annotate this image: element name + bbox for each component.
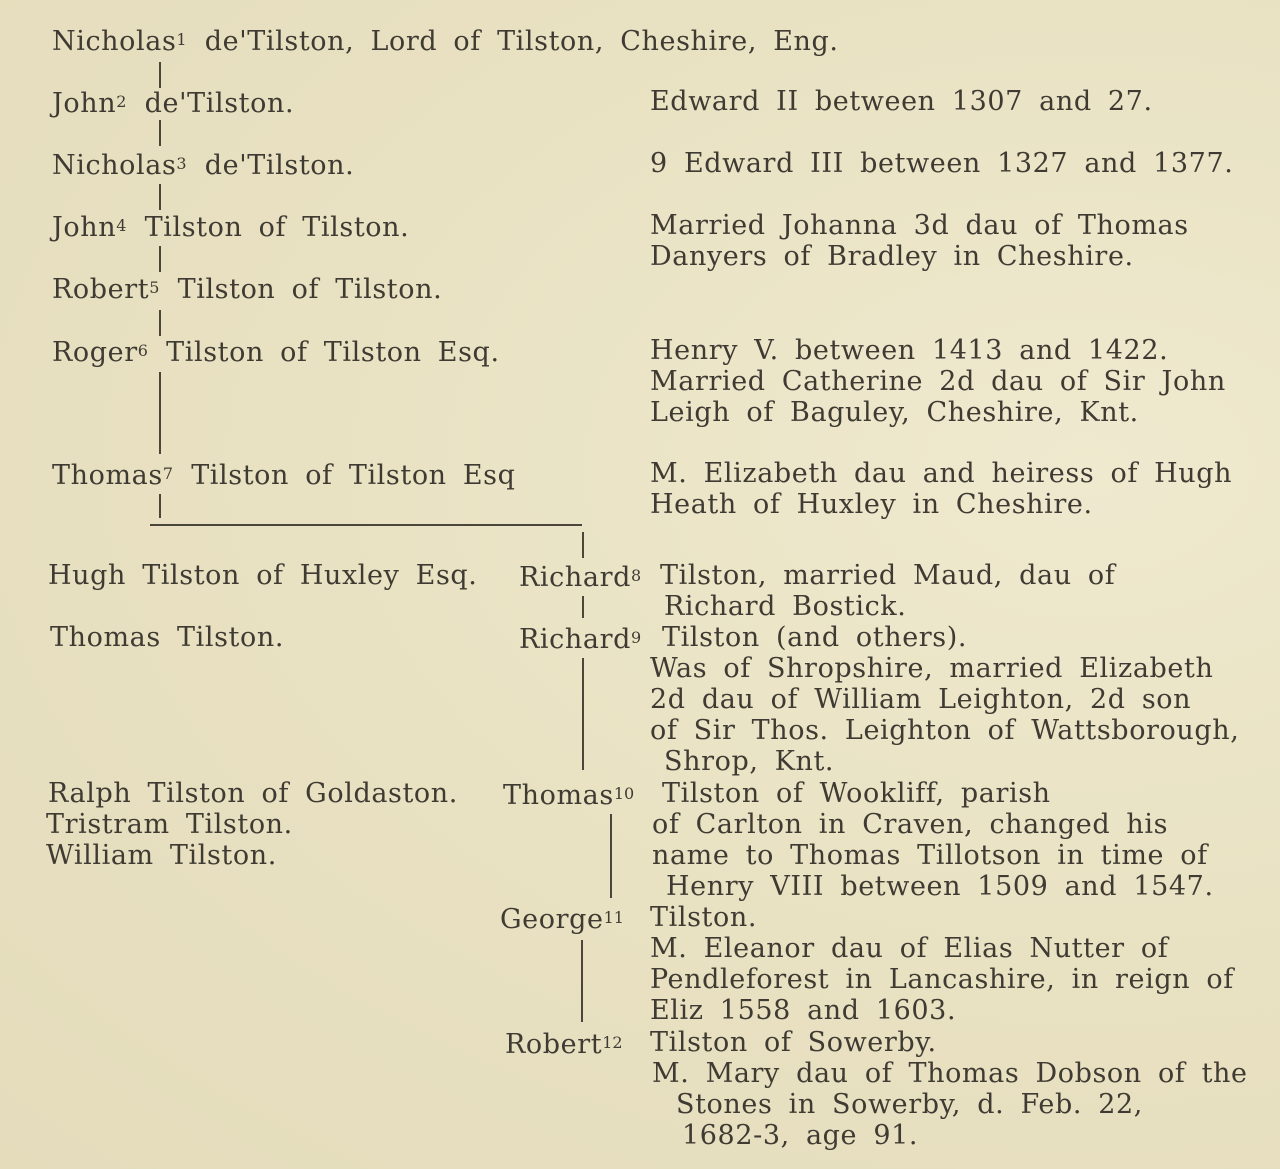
note-gen-6c: Leigh of Baguley, Cheshire, Knt. [650, 397, 1139, 428]
generation-number: 6 [137, 341, 148, 360]
gen-10-text-d: Henry VIII between 1509 and 1547. [666, 871, 1214, 902]
gen-8-text-a: Tilston, married Maud, dau of [660, 560, 1116, 591]
gen-8-text-b: Richard Bostick. [664, 591, 907, 622]
gen-9-text-b: Was of Shropshire, married Elizabeth [650, 653, 1214, 684]
descent-line [582, 596, 584, 618]
descent-line [159, 120, 161, 146]
person-name: John [52, 212, 117, 243]
gen-11-text-b: M. Eleanor dau of Elias Nutter of [650, 933, 1169, 964]
person-name: Robert [52, 274, 150, 305]
sibling-william: William Tilston. [46, 840, 277, 871]
generation-number: 4 [116, 216, 127, 235]
generation-number: 10 [613, 784, 635, 803]
person-name: Thomas [52, 460, 163, 491]
generation-number: 7 [162, 464, 173, 483]
generation-number: 3 [176, 154, 187, 173]
gen-5-entry [52, 272, 442, 305]
person-name: John [52, 88, 117, 119]
sibling-ralph: Ralph Tilston of Goldaston. [48, 778, 458, 809]
gen-11-text-c: Pendleforest in Lancashire, in reign of [650, 964, 1234, 995]
descent-line [159, 494, 161, 518]
descent-line [159, 246, 161, 272]
gen-12-text-b: M. Mary dau of Thomas Dobson of the [652, 1058, 1248, 1089]
gen-9-text-d: of Sir Thos. Leighton of Wattsborough, [650, 715, 1240, 746]
gen-10-head [503, 778, 636, 811]
person-description: de'Tilston, Lord of Tilston, Cheshire, Eng. [204, 26, 839, 57]
gen-11-text-a: Tilston. [650, 902, 758, 933]
gen-11-text-d: Eliz 1558 and 1603. [650, 995, 957, 1026]
gen-9-text-a: Tilston (and others). [662, 622, 968, 653]
note-gen-6a: Henry V. between 1413 and 1422. [650, 335, 1169, 366]
person-name: Thomas [503, 780, 614, 811]
descent-line [610, 814, 612, 898]
person-name: George [500, 904, 604, 935]
gen-4-entry [52, 210, 409, 243]
gen-11-head [500, 902, 626, 935]
person-name: Richard [519, 624, 631, 655]
gen-10-text-c: name to Thomas Tillotson in time of [652, 840, 1208, 871]
gen-2-entry [52, 86, 294, 119]
note-gen-4a: Married Johanna 3d dau of Thomas [650, 210, 1189, 241]
generation-number: 8 [630, 566, 642, 585]
person-name: Nicholas [52, 26, 177, 57]
descent-line [159, 372, 161, 454]
gen-10-text-b: of Carlton in Craven, changed his [652, 809, 1169, 840]
gen-9-head [519, 622, 643, 655]
descent-line [159, 310, 161, 336]
note-gen-7a: M. Elizabeth dau and heiress of Hugh [650, 458, 1233, 489]
person-description: Tilston of Tilston. [177, 274, 443, 305]
generation-number: 5 [149, 278, 160, 297]
sibling-hugh: Hugh Tilston of Huxley Esq. [48, 560, 478, 591]
note-gen-7b: Heath of Huxley in Cheshire. [650, 489, 1093, 520]
gen-12-text-a: Tilston of Sowerby. [650, 1027, 937, 1058]
gen-6-entry [52, 335, 500, 368]
gen-12-head [505, 1027, 625, 1060]
descent-line [582, 532, 584, 558]
gen-10-text-a: Tilston of Wookliff, parish [662, 778, 1051, 809]
person-description: Tilston of Tilston Esq. [166, 337, 500, 368]
generation-number: 9 [630, 628, 642, 647]
sibling-bracket [150, 524, 582, 526]
generation-number: 12 [602, 1033, 623, 1052]
person-description: Tilston of Tilston Esq [191, 460, 516, 491]
sibling-tristram: Tristram Tilston. [46, 809, 293, 840]
person-description: de'Tilston. [144, 88, 295, 119]
person-name: Nicholas [52, 150, 177, 181]
gen-9-text-e: Shrop, Knt. [664, 746, 835, 777]
gen-1-entry [52, 24, 839, 57]
person-name: Richard [519, 562, 631, 593]
generation-number: 1 [176, 30, 187, 49]
gen-12-text-c: Stones in Sowerby, d. Feb. 22, [676, 1089, 1143, 1120]
note-gen-6b: Married Catherine 2d dau of Sir John [650, 366, 1226, 397]
gen-12-text-d: 1682-3, age 91. [682, 1120, 919, 1151]
descent-line [582, 658, 584, 770]
gen-7-entry [52, 458, 516, 491]
person-name: Roger [52, 337, 138, 368]
generation-number: 11 [603, 908, 624, 927]
sibling-thomas: Thomas Tilston. [50, 622, 285, 653]
gen-8-head [519, 560, 643, 593]
gen-3-entry [52, 148, 354, 181]
person-description: Tilston of Tilston. [144, 212, 410, 243]
person-name: Robert [505, 1029, 603, 1060]
person-description: de'Tilston. [204, 150, 355, 181]
descent-line [159, 184, 161, 210]
descent-line [581, 940, 583, 1022]
note-gen-3: 9 Edward III between 1327 and 1377. [650, 148, 1234, 179]
gen-9-text-c: 2d dau of William Leighton, 2d son [650, 684, 1192, 715]
note-gen-2: Edward II between 1307 and 27. [650, 86, 1153, 117]
generation-number: 2 [116, 92, 127, 111]
note-gen-4b: Danyers of Bradley in Cheshire. [650, 241, 1134, 272]
descent-line [159, 62, 161, 88]
